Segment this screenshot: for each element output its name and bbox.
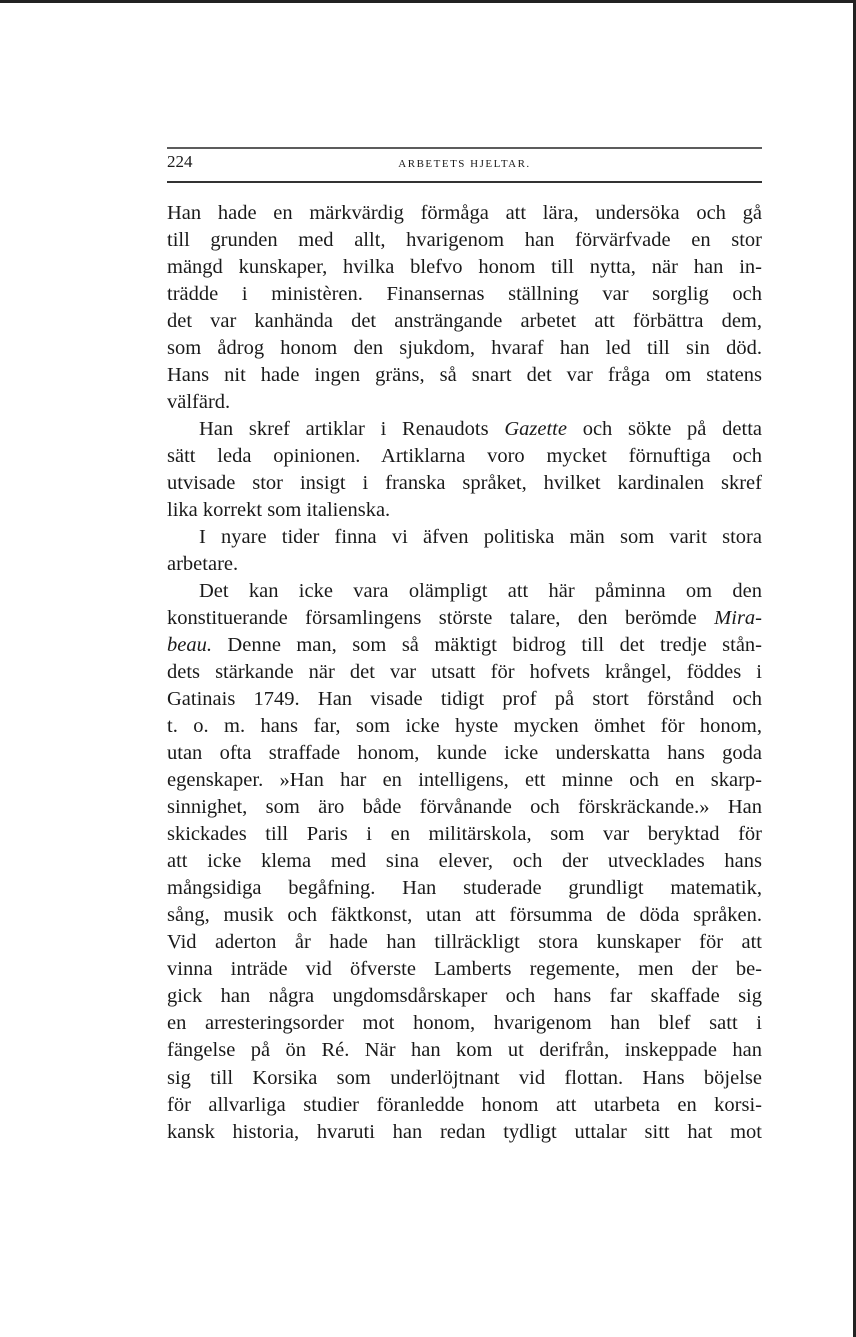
text-line (167, 443, 762, 470)
text-segment: utvisade stor insigt i franska språket, hvilket kardinalen skref (167, 472, 762, 495)
text-segment: det var kanhända det ansträngande arbetet att förbättra dem, (167, 310, 762, 333)
text-segment: Vid aderton år hade han tillräckligt stora kunskaper för att (167, 931, 762, 954)
text-line (167, 956, 762, 983)
text-segment: sinnighet, som äro både förvånande och förskräckande.» Han (167, 796, 762, 819)
text-segment: konstituerande församlingens störste talare, den berömde (167, 607, 715, 630)
text-segment: Gatinais 1749. Han visade tidigt prof på stort förstånd och (167, 688, 762, 711)
text-segment: Han hade en märkvärdig förmåga att lära, undersöka och gå (167, 202, 762, 224)
text-segment: sig till Korsika som underlöjtnant vid flottan. Hans böjelse (167, 1066, 762, 1089)
text-segment: och sökte på detta (566, 418, 762, 441)
text-segment: dets stärkande när det var utsatt för hofvets krångel, föddes i (167, 661, 762, 684)
text-line (167, 929, 762, 956)
text-line (167, 389, 762, 416)
text-line (167, 821, 762, 848)
scan-border-top (0, 0, 856, 3)
text-line (167, 713, 762, 740)
text-line (167, 254, 762, 281)
text-segment: Det kan icke vara olämpligt att här påminna om den (199, 580, 762, 603)
text-line (167, 794, 762, 821)
text-line (167, 308, 762, 335)
text-line (167, 551, 762, 578)
text-line (167, 848, 762, 875)
text-line (167, 524, 762, 551)
text-line (167, 902, 762, 929)
text-line (167, 497, 762, 524)
header-rule-bottom (167, 181, 762, 183)
text-segment: I nyare tider finna vi äfven politiska män som varit stora (199, 526, 762, 549)
text-line (167, 983, 762, 1010)
text-segment: till grunden med allt, hvarigenom han förvärfvade en stor (167, 229, 762, 252)
text-segment: sätt leda opinionen. Artiklarna voro mycket förnuftiga och (167, 445, 762, 468)
text-line (167, 227, 762, 254)
text-segment: arbetare. (167, 553, 239, 576)
text-line (167, 659, 762, 686)
text-segment: Hans nit hade ingen gräns, så snart det var fråga om statens (167, 364, 762, 387)
text-line (167, 740, 762, 767)
text-segment: en arresteringsorder mot honom, hvarigenom han blef satt i (167, 1012, 762, 1035)
text-segment: välfärd. (167, 391, 231, 414)
text-line (167, 200, 762, 227)
text-segment: att icke klema med sina elever, och der utvecklades hans (167, 850, 762, 873)
text-line (167, 875, 762, 902)
text-line (167, 605, 762, 632)
text-line (167, 1092, 762, 1119)
text-segment: gick han några ungdomsdårskaper och hans far skaffade sig (167, 985, 762, 1008)
text-segment: kansk historia, hvaruti han redan tydligt uttalar sitt hat mot (167, 1120, 762, 1143)
text-segment: utan ofta straffade honom, kunde icke underskatta hans goda (167, 742, 762, 765)
text-segment: för allvarliga studier föranledde honom att utarbeta en korsi- (167, 1093, 762, 1116)
text-line (167, 1037, 762, 1064)
italic-title: beau. (167, 634, 212, 657)
text-segment: fängelse på ön Ré. När han kom ut derifrån, inskeppade han (167, 1039, 762, 1062)
text-segment: t. o. m. hans far, som icke hyste mycken ömhet för honom, (167, 715, 762, 738)
page-number: 224 (167, 152, 193, 171)
text-segment: sång, musik och fäktkonst, utan att försumma de döda språken. (167, 904, 762, 927)
text-segment: egenskaper. »Han har en intelligens, ett minne och en skarp- (167, 769, 762, 792)
text-line (167, 767, 762, 794)
header-rule-top (167, 147, 762, 149)
body-text (167, 200, 762, 1146)
text-segment: Denne man, som så mäktigt bidrog till det tredje stån- (211, 634, 762, 657)
text-line (167, 1010, 762, 1037)
text-segment: som ådrog honom den sjukdom, hvaraf han led till sin död. (167, 337, 762, 360)
paragraph (167, 578, 762, 1145)
text-segment: mängd kunskaper, hvilka blefvo honom till nytta, när han in- (167, 256, 762, 279)
text-line (167, 416, 762, 443)
text-segment: trädde i ministèren. Finansernas ställning var sorglig och (167, 283, 762, 306)
text-segment: skickades till Paris i en militärskola, som var beryktad för (167, 823, 762, 846)
text-line (167, 686, 762, 713)
text-line (167, 362, 762, 389)
text-line (167, 335, 762, 362)
text-line (167, 1065, 762, 1092)
text-segment: vinna inträde vid öfverste Lamberts regemente, men der be- (167, 958, 762, 981)
italic-title: Mira- (714, 607, 762, 630)
text-line (167, 470, 762, 497)
text-line (167, 281, 762, 308)
text-segment: Han skref artiklar i Renaudots (199, 418, 505, 441)
paragraph (167, 416, 762, 524)
text-segment: mångsidiga begåfning. Han studerade grundligt matematik, (167, 877, 762, 900)
italic-title: Gazette (504, 418, 567, 441)
paragraph (167, 524, 762, 578)
text-line (167, 578, 762, 605)
text-line (167, 632, 762, 659)
paragraph (167, 200, 762, 416)
text-line (167, 1119, 762, 1146)
text-segment: lika korrekt som italienska. (167, 499, 391, 522)
running-title: ARBETETS HJELTAR. (398, 158, 531, 170)
